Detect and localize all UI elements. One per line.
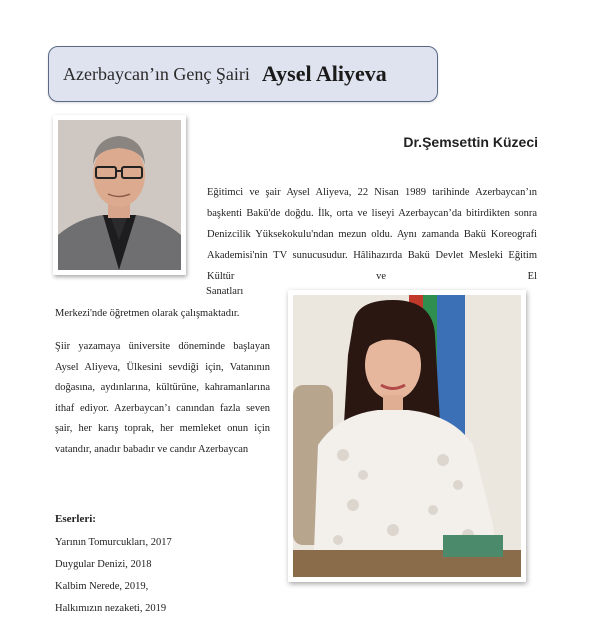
author-photo bbox=[53, 115, 186, 275]
article-paragraph-1-tail: Sanatları bbox=[206, 286, 244, 297]
works-heading: Eserleri: bbox=[55, 513, 96, 525]
article-paragraph-2: Şiir yazamaya üniversite döneminde başlayan Aysel Aliyeva, Ülkesini sevdiği için, Vatanının doğasına, aydınlarına, kültürüne, kahramanlarına ithaf ediyor. Azerbaycan’ı canından fazla seven şair, her karış toprak, her memleket onun için vatandır, anadır babadır ve candır Azerbaycan bbox=[55, 341, 270, 455]
poet-photo bbox=[288, 290, 526, 582]
article-paragraph-1: Eğitimci ve şair Aysel Aliyeva, 22 Nisan 1989 tarihinde Azerbaycan’ın başkenti Bakü'de doğdu. İlk, orta ve liseyi Azerbaycan’da bitirdikten sonra Denizcilik Yüksekokulu'ndan mezun oldu. Aynı zamanda Bakü Koreografi Akademisi'nin TV sunucusudur. Hâlihazırda Bakü Devlet Mesleki Eğitim Kültür ve El bbox=[207, 187, 537, 282]
list-item: Halkımızın nezaketi, 2019 bbox=[55, 603, 167, 614]
author-name: Dr.Şemsettin Küzeci bbox=[403, 134, 538, 150]
title-banner bbox=[48, 46, 438, 102]
works-list bbox=[55, 532, 172, 620]
article-paragraph-1-continued: Merkezi'nde öğretmen olarak çalışmaktadır. bbox=[55, 308, 240, 319]
list-item: Kalbim Nerede, 2019, bbox=[55, 581, 149, 592]
title-prefix: Azerbaycan’ın Genç Şairi bbox=[63, 63, 250, 84]
list-item: Duygular Denizi, 2018 bbox=[55, 559, 152, 570]
title-name: Aysel Aliyeva bbox=[261, 61, 387, 86]
list-item: Yarının Tomurcukları, 2017 bbox=[55, 537, 172, 548]
